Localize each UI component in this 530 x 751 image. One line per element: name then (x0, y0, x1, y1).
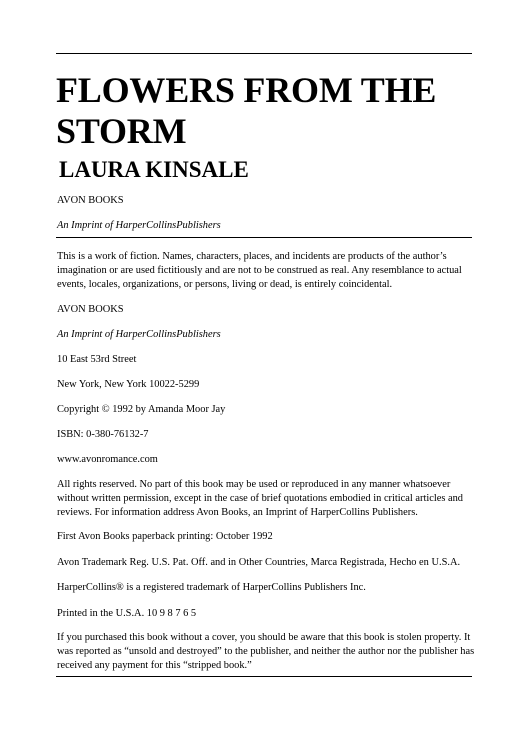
printing-info: First Avon Books paperback printing: October 1992 (57, 531, 273, 542)
isbn: ISBN: 0-380-76132-7 (57, 429, 149, 440)
rights-notice: All rights reserved. No part of this book may be used or reproduced in any manner whatsoever without written permission, except in the case of brief quotations embodied in critical articles and reviews. For information address Avon Books, an Imprint of HarperCollins Publishers. (57, 479, 463, 518)
fiction-notice: This is a work of fiction. Names, characters, places, and incidents are products of the author’s imagination or are used fictitiously and are not to be construed as real. Any resemblance to actual events, locales, organizations, or persons, living or dead, is entirely coincidental. (57, 251, 462, 290)
avon-trademark: Avon Trademark Reg. U.S. Pat. Off. and in Other Countries, Marca Registrada, Hecho en U.S.A. (57, 557, 461, 568)
address-city: New York, New York 10022-5299 (57, 379, 200, 390)
book-author: LAURA KINSALE (59, 157, 249, 182)
website-url: www.avonromance.com (57, 454, 158, 465)
copyright-publisher-imprint: An Imprint of HarperCollinsPublishers (57, 329, 221, 340)
stripped-book-notice: If you purchased this book without a cover, you should be aware that this book is stolen property. It was reported as “unsold and destroyed” to the publisher, and neither the author nor the publisher has received any payment for this “stripped book.” (57, 632, 475, 671)
top-rule (56, 53, 472, 54)
copyright-publisher-name: AVON BOOKS (57, 304, 124, 315)
bottom-rule (56, 676, 472, 677)
section-rule (56, 237, 472, 238)
address-street: 10 East 53rd Street (57, 354, 137, 365)
book-title: FLOWERS FROM THE STORM (56, 70, 437, 151)
harpercollins-trademark: HarperCollins® is a registered trademark of HarperCollins Publishers Inc. (57, 582, 366, 593)
publisher-name: AVON BOOKS (57, 195, 124, 206)
printed-in: Printed in the U.S.A. 10 9 8 7 6 5 (57, 608, 197, 619)
copyright-notice: Copyright © 1992 by Amanda Moor Jay (57, 404, 226, 415)
publisher-imprint: An Imprint of HarperCollinsPublishers (57, 220, 221, 231)
